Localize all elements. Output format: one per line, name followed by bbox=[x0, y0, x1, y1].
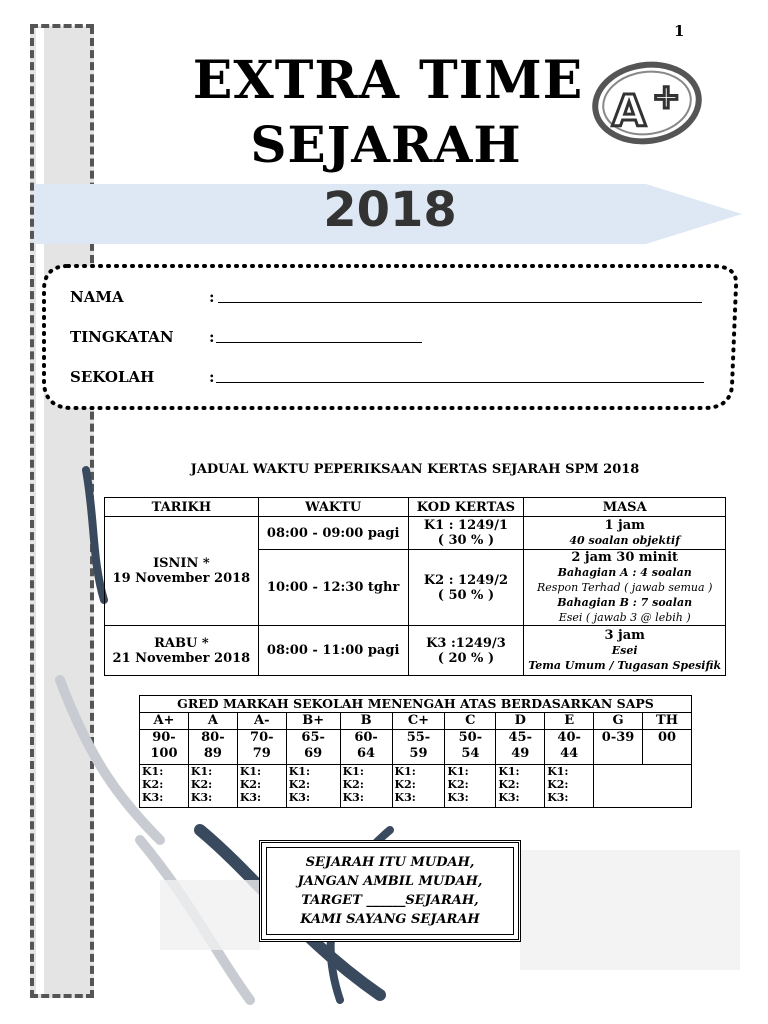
sekolah-colon: : bbox=[209, 368, 215, 386]
motto-line-4: KAMI SAYANG SEJARAH bbox=[300, 912, 480, 927]
svg-text:A: A bbox=[612, 86, 647, 137]
grade-target-cell[interactable] bbox=[545, 765, 594, 808]
tingkatan-label: TINGKATAN bbox=[70, 328, 174, 346]
schedule-row-k3 bbox=[105, 626, 726, 676]
grade-range-bottom: 49 bbox=[511, 746, 530, 761]
kod-k3 bbox=[408, 626, 524, 676]
swoosh-curve-4 bbox=[140, 840, 250, 1000]
kod-k1-code: K1 : 1249/1 bbox=[423, 518, 509, 533]
target-k2-label: K2: bbox=[547, 778, 569, 791]
motto-line-3: TARGET ______SEJARAH, bbox=[301, 893, 479, 908]
motto-line-2: JANGAN AMBIL MUDAH, bbox=[297, 874, 483, 889]
motto-line-1: SEJARAH ITU MUDAH, bbox=[305, 855, 475, 870]
masa-k1 bbox=[524, 517, 726, 550]
sekolah-field[interactable] bbox=[216, 382, 704, 383]
grade-target-cell[interactable] bbox=[286, 765, 340, 808]
target-k2-label: K2: bbox=[342, 778, 364, 791]
grade-range bbox=[237, 730, 286, 765]
grade-label: E bbox=[545, 713, 594, 730]
target-k3-label: K3: bbox=[498, 791, 520, 804]
target-k3-label: K3: bbox=[342, 791, 364, 804]
waktu-k3: 08:00 - 11:00 pagi bbox=[258, 626, 408, 676]
grade-range bbox=[594, 730, 643, 765]
target-k3-label: K3: bbox=[447, 791, 469, 804]
target-k2-label: K2: bbox=[288, 778, 311, 791]
grade-range bbox=[643, 730, 692, 765]
target-k1-label: K1: bbox=[547, 765, 569, 778]
grade-range-top: 60- bbox=[354, 730, 378, 745]
masa-k1-duration: 1 jam bbox=[604, 518, 645, 533]
masa-k2-duration: 2 jam 30 minit bbox=[571, 550, 679, 565]
strip-bottom-border bbox=[30, 994, 94, 998]
masa-k3 bbox=[524, 626, 726, 676]
grade-label: B bbox=[340, 713, 392, 730]
header-masa: MASA bbox=[524, 498, 726, 517]
day2-name: RABU * bbox=[154, 635, 209, 651]
exam-schedule-table bbox=[104, 497, 726, 676]
kod-k3-code: K3 :1249/3 bbox=[426, 635, 506, 651]
masa-k3-theme: Tema Umum / Tugasan Spesifik bbox=[528, 659, 722, 672]
schedule-header-row bbox=[105, 498, 726, 517]
masa-k2-part-a: Bahagian A : 4 soalan bbox=[557, 566, 692, 579]
target-k3-label: K3: bbox=[239, 791, 262, 804]
grade-range-top: 40- bbox=[557, 730, 581, 745]
masa-k3-duration: 3 jam bbox=[604, 628, 645, 643]
grade-range-top: 70- bbox=[250, 730, 274, 745]
target-k2-label: K2: bbox=[142, 778, 164, 791]
waktu-k2: 10:00 - 12:30 tghr bbox=[258, 550, 408, 626]
target-k2-label: K2: bbox=[447, 778, 469, 791]
grade-label: A- bbox=[237, 713, 286, 730]
day2-date: 21 November 2018 bbox=[112, 650, 251, 666]
grade-target-cell[interactable] bbox=[496, 765, 545, 808]
grade-range-top: 80- bbox=[201, 730, 225, 745]
grade-range-top: 55- bbox=[406, 730, 431, 745]
kod-k3-percent: ( 20 % ) bbox=[437, 650, 495, 666]
grade-range bbox=[445, 730, 496, 765]
kod-k1 bbox=[408, 517, 524, 550]
nama-label: NAMA bbox=[70, 288, 124, 306]
target-k3-label: K3: bbox=[547, 791, 569, 804]
grade-range-top: 00 bbox=[657, 730, 677, 745]
faint-building-illustration-2 bbox=[160, 880, 260, 950]
grade-range bbox=[545, 730, 594, 765]
grade-range-bottom: 69 bbox=[304, 746, 323, 761]
a-plus-logo bbox=[590, 60, 704, 146]
grade-range bbox=[392, 730, 445, 765]
kod-k2-code: K2 : 1249/2 bbox=[423, 572, 509, 588]
grade-label: G bbox=[594, 713, 643, 730]
grade-range-bottom: 89 bbox=[203, 746, 222, 761]
page-number: 1 bbox=[674, 22, 685, 40]
grade-range-top: 0-39 bbox=[601, 730, 635, 745]
grade-target-cell[interactable] bbox=[188, 765, 237, 808]
grade-label: A+ bbox=[140, 713, 189, 730]
target-k3-label: K3: bbox=[142, 791, 164, 804]
waktu-k1: 08:00 - 09:00 pagi bbox=[258, 517, 408, 550]
grade-table bbox=[139, 695, 692, 808]
masa-k2-part-b-note: Esei ( jawab 3 @ lebih ) bbox=[558, 611, 691, 624]
title-line-1: EXTRA TIME bbox=[192, 50, 584, 111]
grade-target-cell[interactable] bbox=[445, 765, 496, 808]
target-k1-label: K1: bbox=[239, 765, 262, 778]
target-k3-label: K3: bbox=[394, 791, 416, 804]
grade-range bbox=[140, 730, 189, 765]
grade-table-title: GRED MARKAH SEKOLAH MENENGAH ATAS BERDASARKAN SAPS bbox=[140, 696, 692, 713]
header-kod-kertas: KOD KERTAS bbox=[408, 498, 524, 517]
grade-range bbox=[286, 730, 340, 765]
target-k1-label: K1: bbox=[447, 765, 469, 778]
target-k1-label: K1: bbox=[142, 765, 164, 778]
schedule-row-k1 bbox=[105, 517, 726, 550]
title-line-2: SEJARAH bbox=[250, 115, 522, 174]
day1-name: ISNIN * bbox=[153, 556, 210, 571]
grade-target-cell[interactable] bbox=[237, 765, 286, 808]
grade-target-empty bbox=[594, 765, 692, 808]
grade-range-bottom: 79 bbox=[252, 746, 271, 761]
grade-label: C+ bbox=[392, 713, 445, 730]
kod-k1-percent: ( 30 % ) bbox=[437, 533, 495, 548]
header-tarikh: TARIKH bbox=[105, 498, 259, 517]
nama-colon: : bbox=[209, 288, 215, 306]
grade-range bbox=[496, 730, 545, 765]
tingkatan-field[interactable] bbox=[216, 342, 422, 343]
header-waktu: WAKTU bbox=[258, 498, 408, 517]
grade-target-row bbox=[140, 765, 692, 808]
grade-target-cell[interactable] bbox=[140, 765, 189, 808]
kod-k2 bbox=[408, 550, 524, 626]
masa-k3-type: Esei bbox=[611, 644, 638, 657]
target-k1-label: K1: bbox=[394, 765, 416, 778]
motto-box bbox=[259, 840, 521, 942]
faint-building-illustration bbox=[520, 850, 740, 970]
grade-range-row bbox=[140, 730, 692, 765]
target-k2-label: K2: bbox=[498, 778, 520, 791]
grade-label-row bbox=[140, 713, 692, 730]
target-k1-label: K1: bbox=[342, 765, 364, 778]
masa-k1-note: 40 soalan objektif bbox=[569, 534, 680, 547]
grade-range-top: 65- bbox=[301, 730, 325, 745]
grade-range bbox=[340, 730, 392, 765]
grade-range-top: 50- bbox=[458, 730, 483, 745]
motto-box-inner bbox=[266, 847, 514, 935]
target-k2-label: K2: bbox=[190, 778, 213, 791]
target-k2-label: K2: bbox=[394, 778, 416, 791]
grade-label: C bbox=[445, 713, 496, 730]
grade-range-top: 90- bbox=[152, 730, 176, 745]
masa-k2-part-b: Bahagian B : 7 soalan bbox=[557, 596, 693, 609]
nama-field[interactable] bbox=[218, 302, 702, 303]
day1-date: 19 November 2018 bbox=[112, 571, 251, 586]
target-k1-label: K1: bbox=[190, 765, 213, 778]
grade-label: A bbox=[188, 713, 237, 730]
svg-text:+: + bbox=[652, 77, 681, 117]
grade-label: TH bbox=[643, 713, 692, 730]
target-k3-label: K3: bbox=[288, 791, 311, 804]
grade-range-bottom: 44 bbox=[560, 746, 579, 761]
target-k2-label: K2: bbox=[239, 778, 262, 791]
target-k1-label: K1: bbox=[288, 765, 311, 778]
tarikh-rabu bbox=[105, 626, 259, 676]
kod-k2-percent: ( 50 % ) bbox=[437, 587, 495, 603]
year-text: 2018 bbox=[323, 182, 457, 238]
grade-range-bottom: 59 bbox=[409, 746, 428, 761]
masa-k2 bbox=[524, 550, 726, 626]
grade-label: D bbox=[496, 713, 545, 730]
grade-target-cell[interactable] bbox=[392, 765, 445, 808]
grade-range-bottom: 100 bbox=[150, 746, 178, 761]
grade-label: B+ bbox=[286, 713, 340, 730]
schedule-title: JADUAL WAKTU PEPERIKSAAN KERTAS SEJARAH SPM 2018 bbox=[190, 462, 640, 477]
tarikh-isnin bbox=[105, 517, 259, 626]
grade-range-bottom: 64 bbox=[357, 746, 376, 761]
grade-range-bottom: 54 bbox=[461, 746, 480, 761]
grade-range bbox=[188, 730, 237, 765]
target-k3-label: K3: bbox=[190, 791, 213, 804]
grade-range-top: 45- bbox=[508, 730, 533, 745]
masa-k2-part-a-note: Respon Terhad ( jawab semua ) bbox=[536, 581, 713, 594]
grade-target-cell[interactable] bbox=[340, 765, 392, 808]
target-k1-label: K1: bbox=[498, 765, 520, 778]
tingkatan-colon: : bbox=[209, 328, 215, 346]
sekolah-label: SEKOLAH bbox=[70, 368, 155, 386]
